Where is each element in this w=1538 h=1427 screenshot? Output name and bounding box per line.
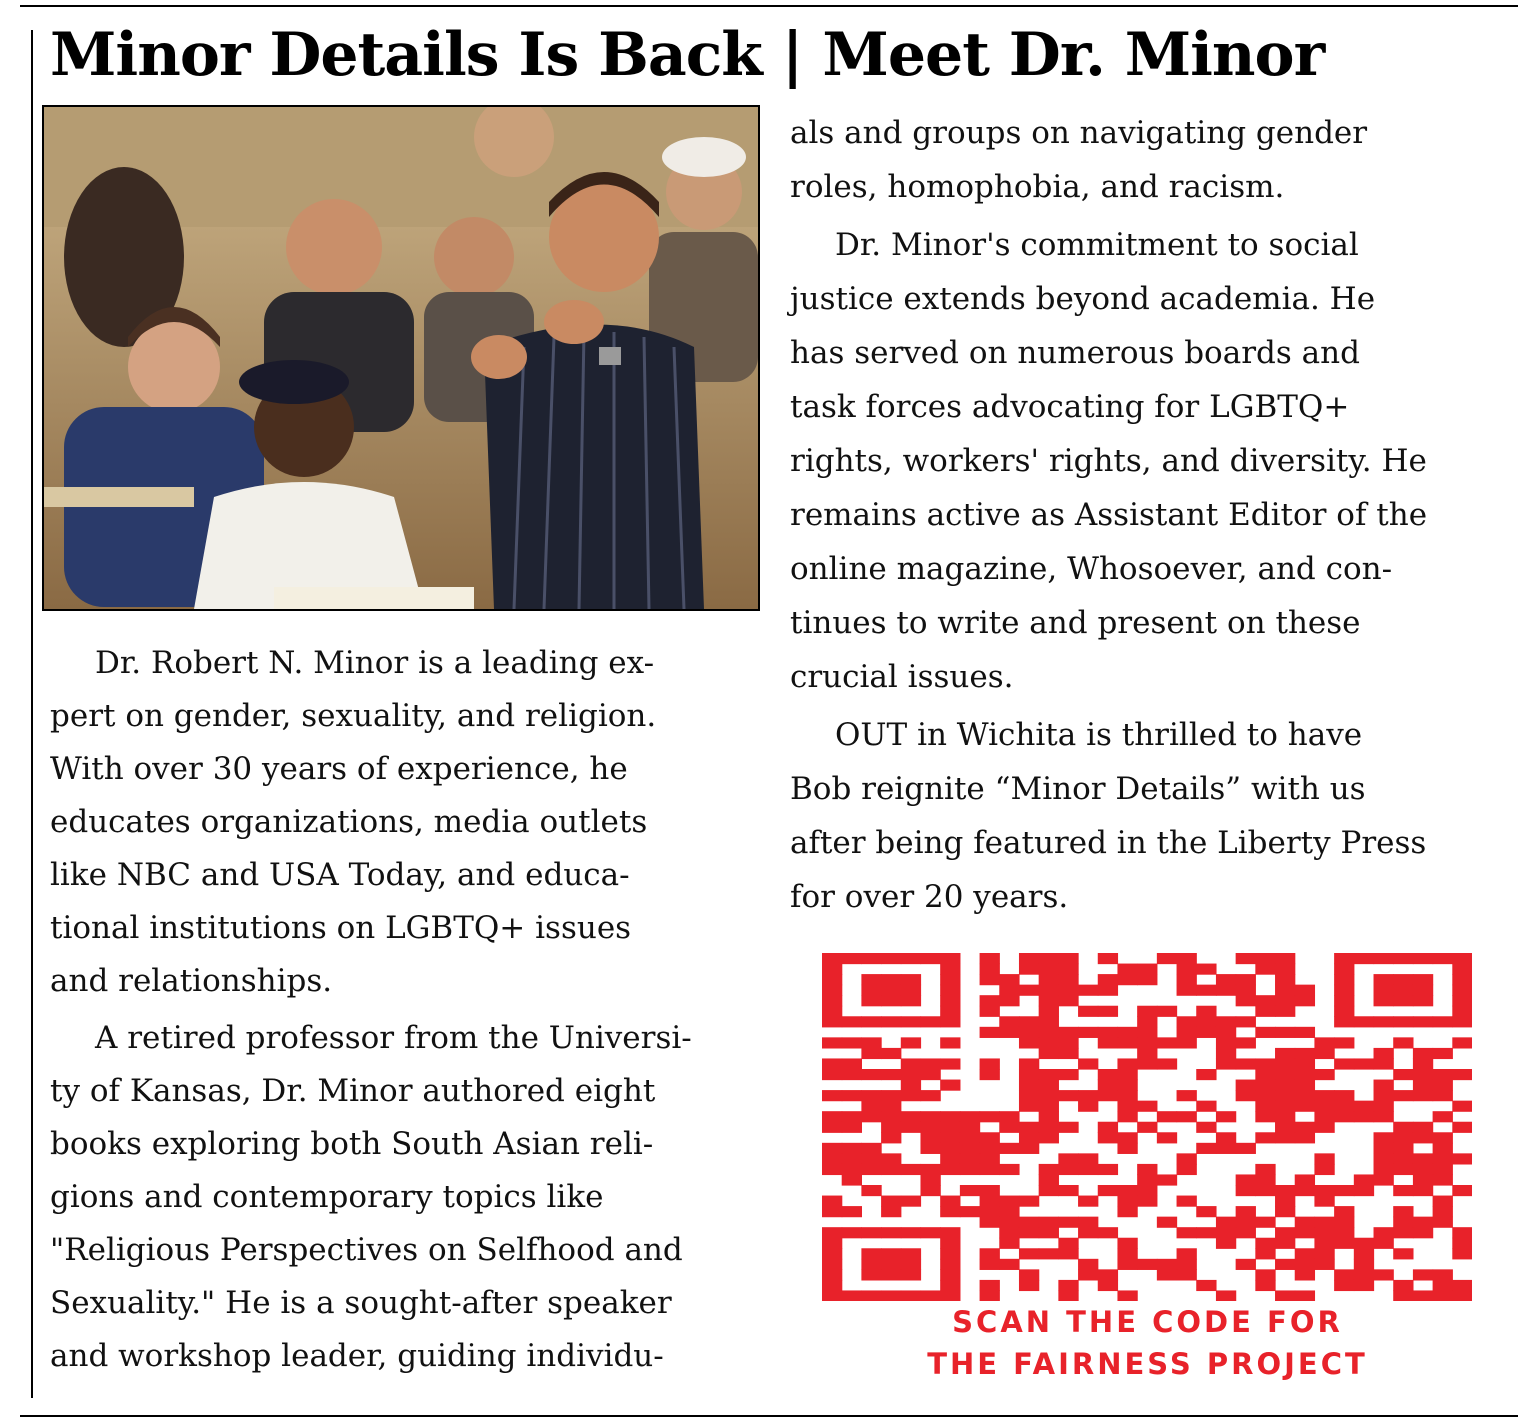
text-line: remains active as Assistant Editor of the [790,497,1428,533]
top-rule [20,5,1518,7]
text-line: books exploring both South Asian reli- [50,1126,654,1162]
text-line: pert on gender, sexuality, and religion. [50,698,657,734]
text-line: With over 30 years of experience, he [50,751,628,787]
text-line: tional institutions on LGBTQ+ issues [50,910,632,946]
text-line: "Religious Perspectives on Selfhood and [50,1232,683,1268]
text-line: Bob reignite “Minor Details” with us [790,771,1366,807]
text-line: A retired professor from the Universi- [95,1020,692,1056]
qr-caption-line-1: SCAN THE CODE FOR [952,1305,1343,1339]
text-line: after being featured in the Liberty Press [790,825,1427,861]
text-line: crucial issues. [790,659,1014,695]
classroom-photo [42,105,760,611]
text-line: task forces advocating for LGBTQ+ [790,389,1350,425]
text-line: gions and contemporary topics like [50,1179,604,1215]
text-line: Dr. Minor's commitment to social [835,227,1359,263]
text-line: Sexuality." He is a sought-after speaker [50,1285,672,1321]
right-column [790,106,1505,924]
text-line: educates organizations, media outlets [50,804,648,840]
text-line: has served on numerous boards and [790,335,1360,371]
text-line: als and groups on navigating gender [790,115,1368,151]
left-column [50,637,755,1383]
qr-caption-line-2: THE FAIRNESS PROJECT [927,1347,1368,1381]
text-line: online magazine, Whosoever, and con- [790,551,1393,587]
text-line: and relationships. [50,963,333,999]
text-line: like NBC and USA Today, and educa- [50,857,630,893]
text-line: and workshop leader, guiding individu- [50,1338,664,1374]
text-line: for over 20 years. [790,879,1069,915]
classroom-photo-image [44,107,758,609]
bottom-rule [20,1415,1518,1417]
text-line: OUT in Wichita is thrilled to have [835,717,1363,753]
text-line: justice extends beyond academia. He [790,281,1376,317]
text-line: ty of Kansas, Dr. Minor authored eight [50,1073,656,1109]
text-line: tinues to write and present on these [790,605,1361,641]
left-rule [31,30,33,1398]
text-line: Dr. Robert N. Minor is a leading ex- [95,645,655,681]
qr-code[interactable] [822,953,1472,1301]
text-line: rights, workers' rights, and diversity. He [790,443,1427,479]
text-line: roles, homophobia, and racism. [790,169,1285,205]
article-headline: Minor Details Is Back | Meet Dr. Minor [50,20,1325,90]
